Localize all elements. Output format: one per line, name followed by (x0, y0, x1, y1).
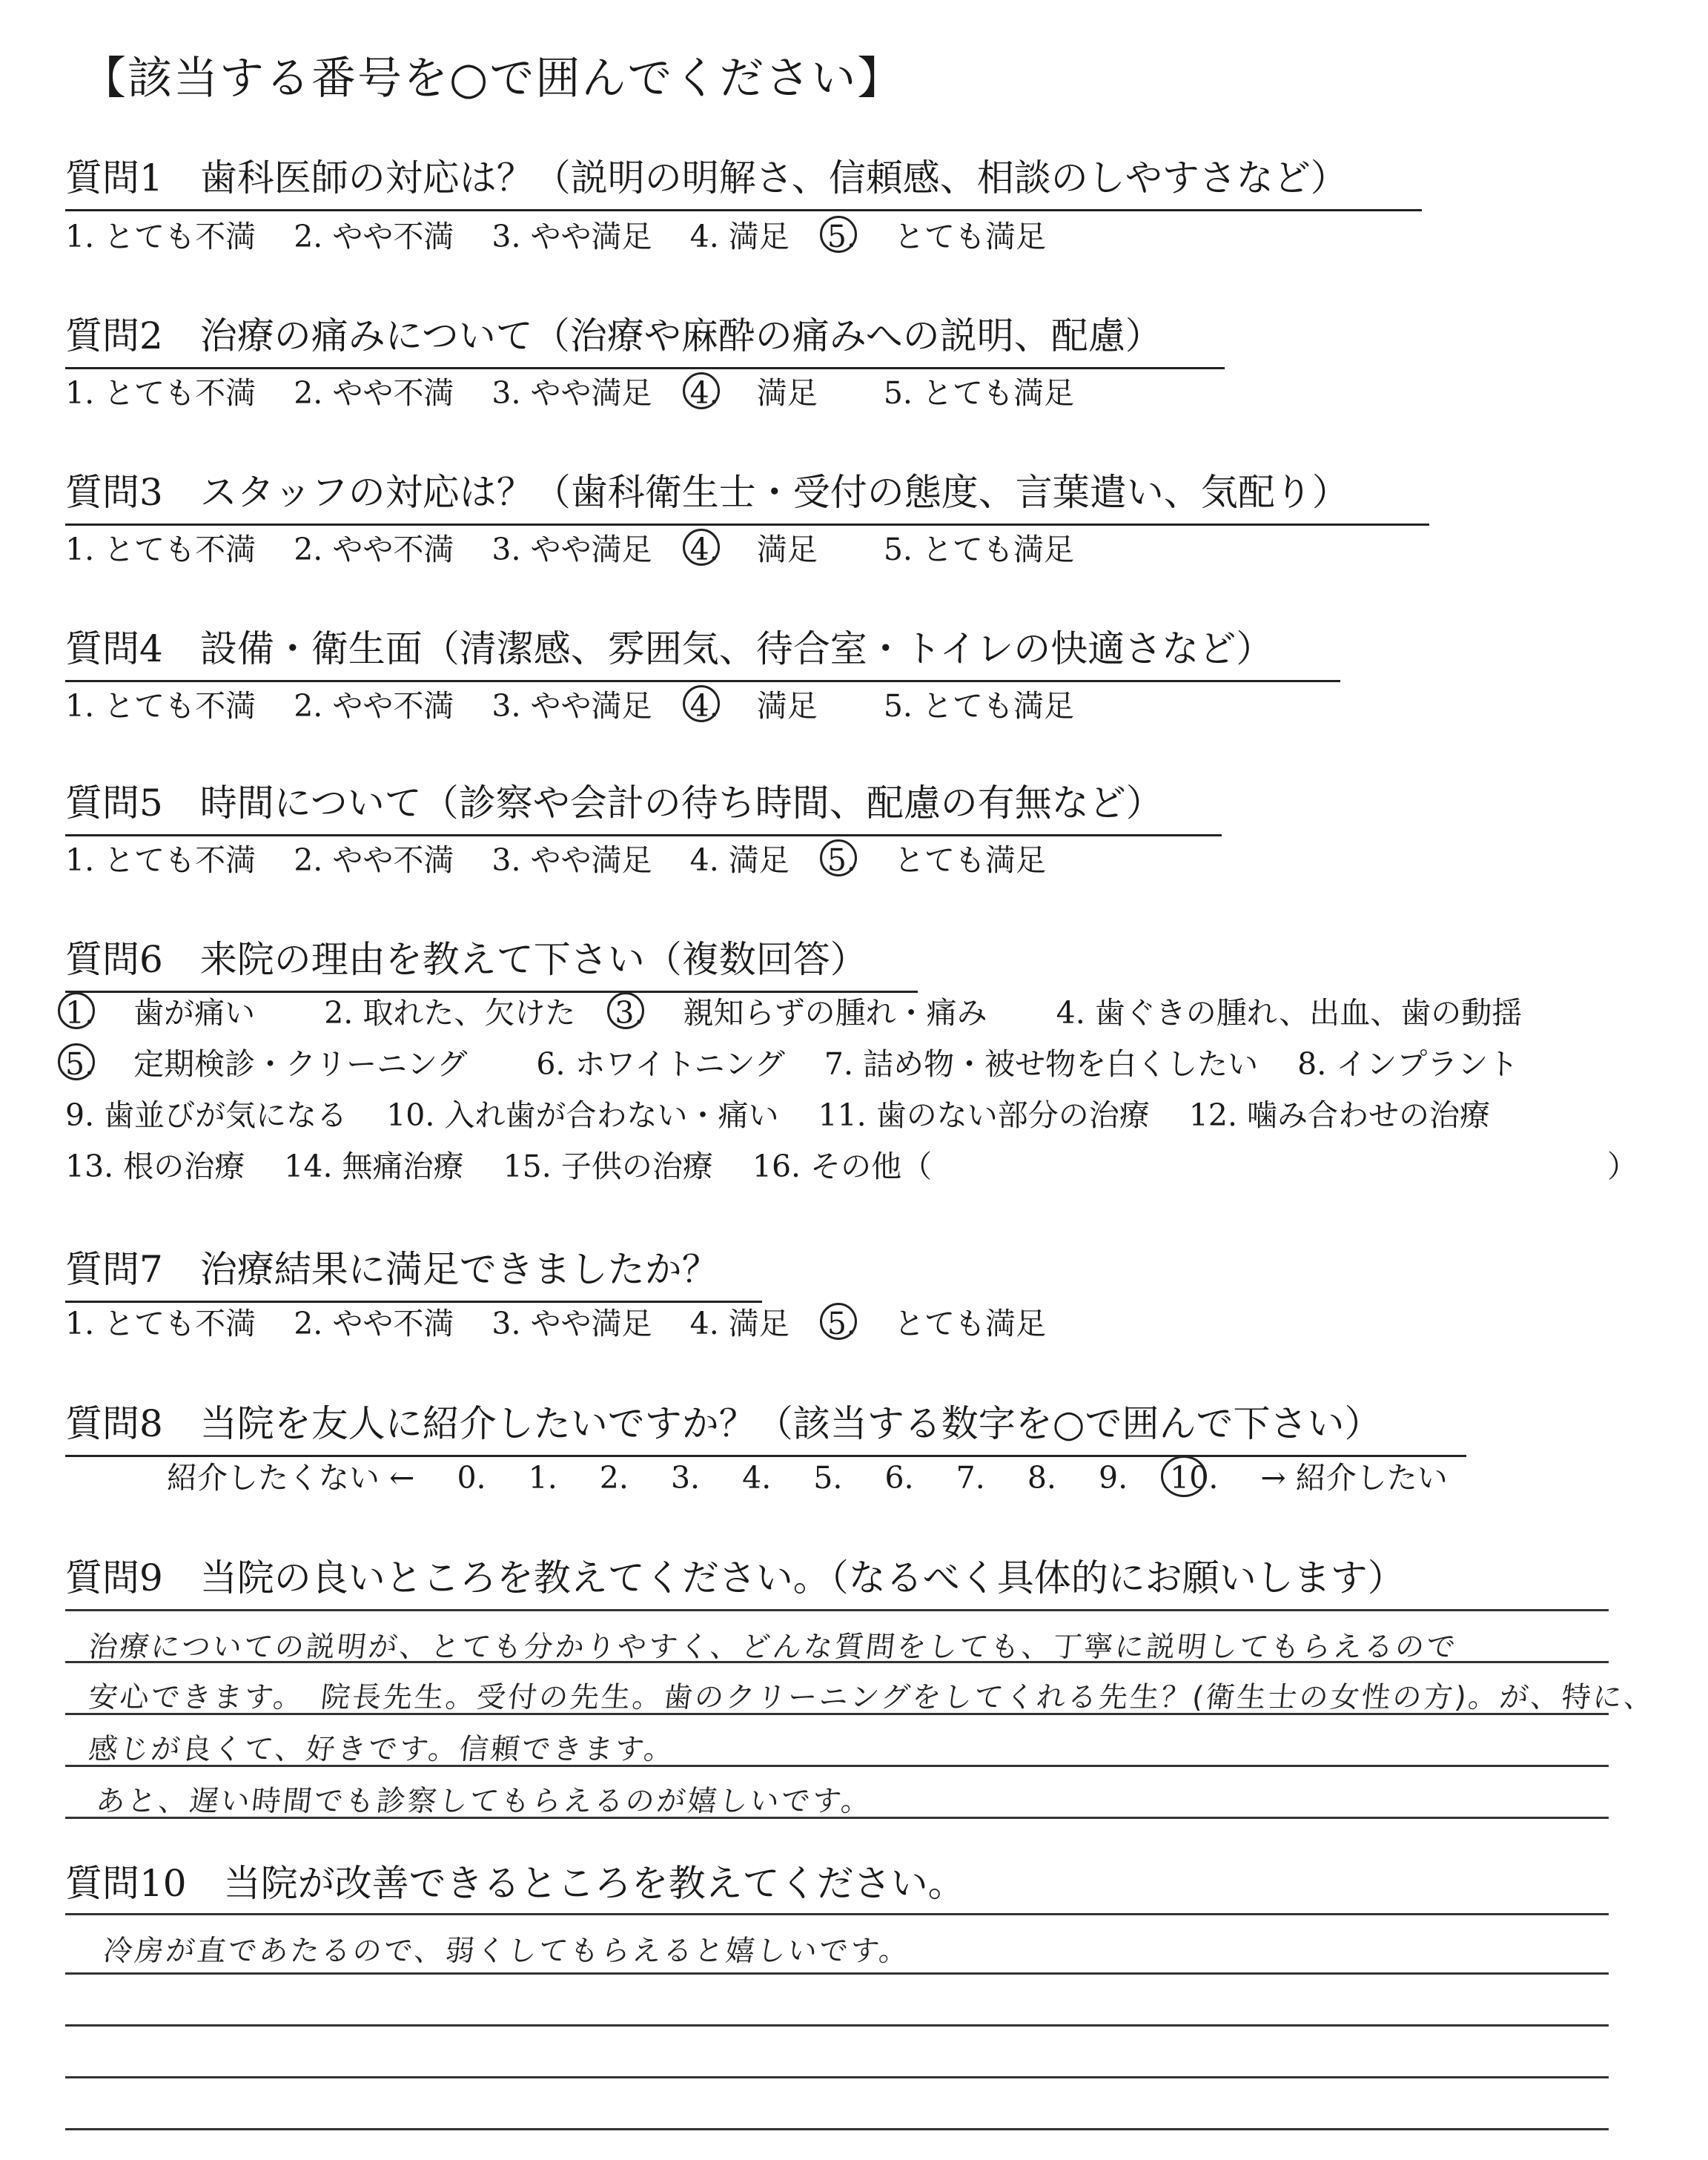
selection-circle: 4. (689, 688, 719, 724)
q7-option-1[interactable]: 1. とても不満 (65, 1306, 256, 1341)
q6-option-9[interactable]: 9. 歯並びが気になる (65, 1097, 348, 1133)
q8-left-label: 紹介したくない ← (167, 1460, 415, 1496)
q8-score-2[interactable]: 2. (599, 1460, 629, 1496)
q4-option-2[interactable]: 2. やや不満 (294, 688, 454, 724)
q4-options (65, 681, 1102, 725)
q6-option-14[interactable]: 14. 無痛治療 (284, 1149, 464, 1184)
q1-title: 質問1 歯科医師の対応は？（説明の明解さ、信頼感、相談のしやすさなど） (65, 148, 1422, 211)
q3-option-4-selected[interactable] (690, 525, 846, 569)
q8-scale (167, 1453, 1480, 1497)
q7-option-5-selected[interactable] (827, 1299, 1074, 1343)
q9-answer-line-1[interactable]: 治療についての説明が、とても分かりやすく、どんな質問をしても、丁寧に説明してもらえるので (87, 1631, 1460, 1664)
q6-option-11[interactable]: 11. 歯のない部分の治療 (818, 1097, 1150, 1133)
answer-line (65, 1913, 1609, 1915)
q6-option-13[interactable]: 13. 根の治療 (65, 1149, 245, 1184)
q6-option-4[interactable]: 4. 歯ぐきの腫れ、出血、歯の動揺 (1056, 995, 1523, 1031)
q1-option-3[interactable]: 3. やや満足 (491, 219, 652, 254)
q1-option-2[interactable]: 2. やや不満 (294, 219, 454, 254)
q6-option-2[interactable]: 2. 取れた、欠けた (324, 995, 576, 1031)
q10-answer-line-1[interactable]: 冷房が直であたるので、弱くしてもらえると嬉しいです。 (102, 1935, 913, 1968)
q1-option-4[interactable]: 4. 満足 (689, 219, 790, 254)
q2-option-4-label: 満足 (756, 375, 818, 411)
q10-title: 質問10 当院が改善できるところを教えてください。 (65, 1862, 965, 1905)
q8-score-9[interactable]: 9. (1098, 1460, 1128, 1496)
q9-answer-line-2[interactable]: 安心できます。 院長先生。受付の先生。歯のクリーニングをしてくれる先生？(衛生士の女性の方)。が、特に、 (87, 1681, 1658, 1714)
q3-title: 質問3 スタッフの対応は？（歯科衛生士・受付の態度、言葉遣い、気配り） (65, 463, 1429, 526)
q6-option-5-selected[interactable] (65, 1040, 497, 1083)
q3-option-5[interactable]: 5. とても満足 (883, 532, 1074, 567)
q2-option-1[interactable]: 1. とても不満 (65, 375, 256, 411)
q4-option-4-selected[interactable] (690, 681, 846, 725)
q3-option-1[interactable]: 1. とても不満 (65, 532, 256, 567)
q8-score-4[interactable]: 4. (742, 1460, 772, 1496)
q6-option-3-selected[interactable] (615, 988, 1016, 1032)
q7-option-4[interactable]: 4. 満足 (689, 1306, 790, 1341)
q8-score-8[interactable]: 8. (1027, 1460, 1056, 1496)
q5-option-4[interactable]: 4. 満足 (689, 842, 790, 878)
q8-score-6[interactable]: 6. (884, 1460, 914, 1496)
selection-circle: 5. (827, 1306, 856, 1341)
q5-option-5-label: とても満足 (893, 842, 1046, 878)
selection-circle: 4. (689, 375, 719, 411)
q6-option-12[interactable]: 12. 噛み合わせの治療 (1188, 1097, 1491, 1133)
q9-answer-line-3[interactable]: 感じが良くて、好きです。信頼できます。 (87, 1733, 677, 1766)
answer-line (65, 1972, 1609, 1975)
q2-option-5[interactable]: 5. とても満足 (883, 375, 1074, 411)
q7-option-2[interactable]: 2. やや不満 (294, 1306, 454, 1341)
answer-line (65, 2024, 1609, 2027)
q6-option-16[interactable]: 16. その他（ (752, 1149, 933, 1184)
answer-line (65, 1609, 1609, 1611)
q6-option-1-label: 歯が痛い (133, 995, 256, 1031)
selection-circle: 5. (827, 842, 856, 878)
selection-circle: 3. (615, 995, 644, 1031)
q9-title: 質問9 当院の良いところを教えてください。（なるべく具体的にお願いします） (65, 1556, 1405, 1599)
q7-title: 質問7 治療結果に満足できましたか？ (65, 1240, 762, 1303)
q9-answer-line-4[interactable]: あと、遅い時間でも診察してもらえるのが嬉しいです。 (94, 1785, 874, 1818)
q2-option-2[interactable]: 2. やや不満 (294, 375, 454, 411)
q5-option-2[interactable]: 2. やや不満 (294, 842, 454, 878)
q8-score-0[interactable]: 0. (457, 1460, 486, 1496)
q5-option-5-selected[interactable] (827, 836, 1074, 879)
q8-score-7[interactable]: 7. (956, 1460, 985, 1496)
answer-line (65, 2076, 1609, 2078)
selection-circle: 5. (827, 219, 856, 254)
q1-option-5-selected[interactable] (827, 212, 1074, 256)
q6-row-3 (65, 1091, 1520, 1135)
q6-option-10[interactable]: 10. 入れ歯が合わない・痛い (386, 1097, 779, 1133)
q2-title: 質問2 治療の痛みについて（治療や麻酔の痛みへの説明、配慮） (65, 306, 1225, 369)
q1-options (65, 212, 1102, 256)
q6-option-5-label: 定期検診・クリーニング (133, 1046, 468, 1082)
q5-title: 質問5 時間について（診察や会計の待ち時間、配慮の有無など） (65, 773, 1222, 836)
q8-right-label: → 紹介したい (1260, 1460, 1448, 1496)
q8-score-3[interactable]: 3. (670, 1460, 701, 1496)
q6-row-2 (65, 1040, 1548, 1083)
q2-option-4-selected[interactable] (690, 369, 846, 412)
q1-option-1[interactable]: 1. とても不満 (65, 219, 256, 254)
q5-options (65, 836, 1102, 879)
q8-title: 質問8 当院を友人に紹介したいですか？（該当する数字を○で囲んで下さい） (65, 1394, 1466, 1457)
q3-options (65, 525, 1102, 569)
q4-option-4-label: 満足 (756, 688, 818, 724)
q8-score-5[interactable]: 5. (813, 1460, 843, 1496)
q8-score-10-selected[interactable]: 10. (1170, 1460, 1219, 1496)
q3-option-4-label: 満足 (756, 532, 818, 567)
q6-option-15[interactable]: 15. 子供の治療 (503, 1149, 713, 1184)
q4-option-3[interactable]: 3. やや満足 (491, 688, 652, 724)
answer-line (65, 2128, 1609, 2130)
q6-row-4 (65, 1142, 1622, 1186)
q3-option-2[interactable]: 2. やや不満 (294, 532, 454, 567)
q2-option-3[interactable]: 3. やや満足 (491, 375, 652, 411)
q6-option-1-selected[interactable] (65, 988, 285, 1032)
q6-option-8[interactable]: 8. インプラント (1297, 1046, 1519, 1082)
q7-option-5-label: とても満足 (893, 1306, 1046, 1341)
q7-option-3[interactable]: 3. やや満足 (491, 1306, 652, 1341)
q4-option-5[interactable]: 5. とても満足 (883, 688, 1074, 724)
q3-option-3[interactable]: 3. やや満足 (491, 532, 652, 567)
q6-title: 質問6 来院の理由を教えて下さい（複数回答） (65, 930, 918, 993)
selection-circle: 4. (689, 532, 719, 567)
q1-option-5-label: とても満足 (893, 219, 1046, 254)
q5-option-1[interactable]: 1. とても不満 (65, 842, 256, 878)
q6-other-close-paren: ） (1607, 1149, 1638, 1184)
q4-option-1[interactable]: 1. とても不満 (65, 688, 256, 724)
q5-option-3[interactable]: 3. やや満足 (491, 842, 652, 878)
q6-option-3-label: 親知らずの腫れ・痛み (683, 995, 987, 1031)
q7-options (65, 1299, 1102, 1343)
q2-options (65, 369, 1102, 412)
q6-option-7[interactable]: 7. 詰め物・被せ物を白くしたい (824, 1046, 1259, 1082)
selection-circle: 1. (65, 995, 95, 1031)
q6-row-1 (65, 988, 1552, 1032)
q6-option-6[interactable]: 6. ホワイトニング (536, 1046, 785, 1082)
selection-circle: 5. (65, 1046, 95, 1082)
page-title: 【該当する番号を○で囲んでください】 (82, 53, 904, 105)
q8-score-1[interactable]: 1. (528, 1460, 557, 1496)
q4-title: 質問4 設備・衛生面（清潔感、雰囲気、待合室・トイレの快適さなど） (65, 619, 1340, 682)
